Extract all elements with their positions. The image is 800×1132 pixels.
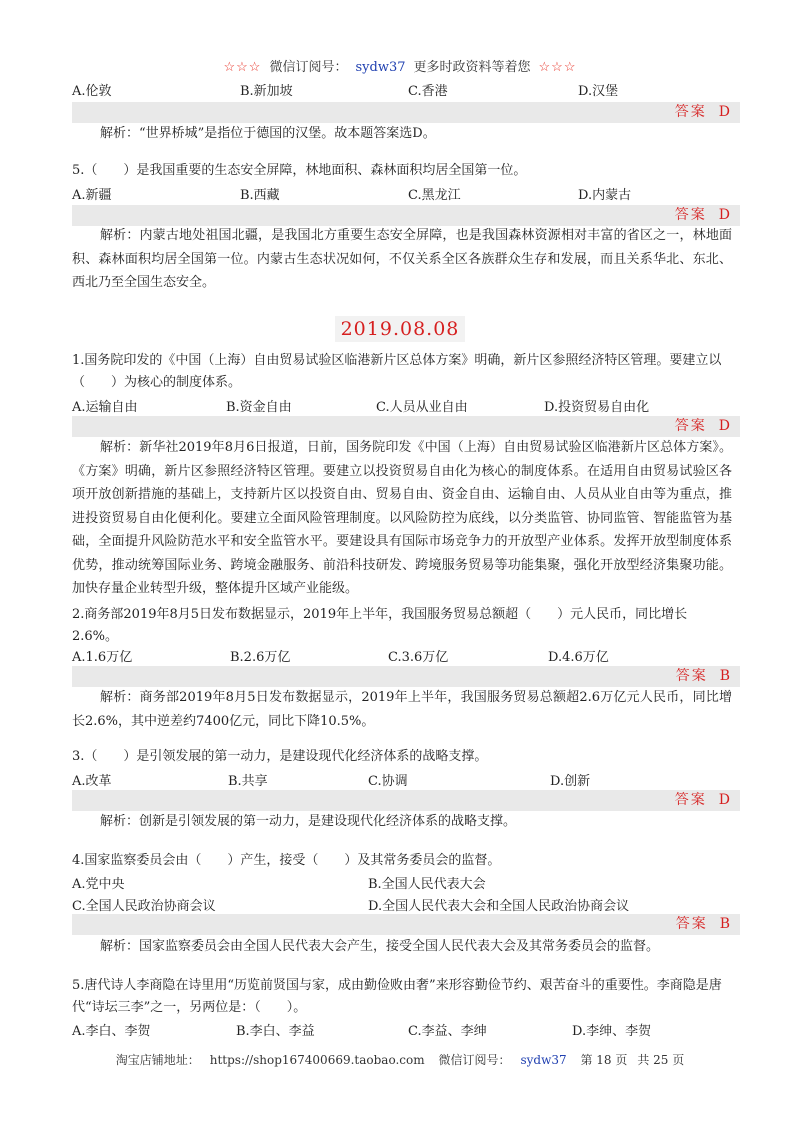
answer-label: 答案 — [674, 104, 707, 120]
option-d: D.4.6万亿 — [548, 650, 609, 665]
option-b: B.2.6万亿 — [230, 650, 291, 665]
option-c: C.李益、李绅 — [408, 1024, 487, 1039]
analysis-text: 解析：“世界桥城”是指位于德国的汉堡。故本题答案选D。 — [100, 126, 436, 141]
question-text: 1.国务院印发的《中国（上海）自由贸易试验区临港新片区总体方案》明确，新片区参照经济特区管理。要建立以（ ）为核心的制度体系。 — [72, 353, 722, 390]
option-a: A.改革 — [72, 774, 112, 789]
option-c: C.香港 — [408, 84, 448, 99]
header-stars-left: ☆☆☆ — [223, 60, 262, 75]
option-a: A.新疆 — [72, 188, 112, 203]
q2-options — [72, 646, 732, 666]
option-a: A.李白、李贺 — [72, 1024, 151, 1039]
option-c: C.3.6万亿 — [388, 650, 449, 665]
question-text: 2.商务部2019年8月5日发布数据显示，2019年上半年，我国服务贸易总额超（ ）元人民币，同比增长2.6%。 — [72, 607, 688, 644]
answer-letter: D — [718, 207, 730, 223]
option-d: D.全国人民代表大会和全国人民政治协商会议 — [368, 899, 630, 914]
answer-letter: D — [718, 792, 730, 808]
option-d: D.投资贸易自由化 — [544, 400, 650, 415]
answer-bar — [72, 205, 740, 226]
page-header — [0, 56, 800, 75]
option-a: A.党中央 — [72, 877, 125, 892]
analysis-text: 解析：国家监察委员会由全国人民代表大会产生，接受全国人民代表大会及其常务委员会的监督。 — [100, 939, 660, 954]
question-text: 5.唐代诗人李商隐在诗里用“历览前贤国与家，成由勤俭败由奢”来形容勤俭节约、艰苦奋斗的重要性。李商隐是唐代“诗坛三李”之一，另两位是：（ ）。 — [72, 978, 722, 1015]
answer-bar — [72, 416, 740, 437]
option-b: B.西藏 — [240, 188, 280, 203]
answer-label: 答案 — [675, 916, 708, 932]
block2-options — [72, 184, 732, 204]
footer-wechat-label: 微信订阅号： — [438, 1053, 511, 1067]
option-d: D.汉堡 — [578, 84, 619, 99]
answer-bar — [72, 666, 740, 687]
option-a: A.运输自由 — [72, 400, 138, 415]
answer-letter: B — [719, 916, 730, 932]
q1-options — [72, 396, 732, 416]
option-b: B.新加坡 — [240, 84, 293, 99]
analysis-text: 解析：新华社2019年8月6日报道，日前，国务院印发《中国（上海）自由贸易试验区临港新片区总体方案》。《方案》明确，新片区参照经济特区管理。要建立以投资贸易自由化为核心的制度体系。在适用自由贸易试验区各项开放创新措施的基础上，支持新片区以投资自由、贸易自由、资金自由、运输自由、人员从业自由等为重点，推进投资贸易自由化便利化。要建立全面风险管理制度。以风险防控为底线，以分类监管、协同监管、智能监管为基础，全面提升风险防范水平和安全监管水平。要建设具有国际市场竞争力的开放型产业体系。发挥开放型制度体系优势，推动统筹国际业务、跨境金融服务、前沿科技研发、跨境服务贸易等功能集聚，强化开放型经济集聚功能。加快存量企业转型升级，整体提升区域产业能级。 — [72, 440, 732, 596]
answer-letter: D — [718, 418, 730, 434]
option-c: C.协调 — [368, 774, 408, 789]
option-d: D.内蒙古 — [578, 188, 632, 203]
question-text: 4.国家监察委员会由（ ）产生，接受（ ）及其常务委员会的监督。 — [72, 853, 501, 868]
answer-bar — [72, 102, 740, 123]
question-text: 3.（ ）是引领发展的第一动力，是建设现代化经济体系的战略支撑。 — [72, 749, 488, 764]
answer-letter: D — [718, 104, 730, 120]
header-slogan: 更多时政资料等着您 — [413, 60, 531, 75]
answer-label: 答案 — [674, 792, 707, 808]
analysis-text: 解析：内蒙古地处祖国北疆，是我国北方重要生态安全屏障，也是我国森林资源相对丰富的省区之一，林地面积、森林面积均居全国第一位。内蒙古生态状况如何，不仅关系全区各族群众生存和发展，而且关系华北、东北、西北乃至全国生态安全。 — [72, 228, 732, 290]
answer-label: 答案 — [675, 668, 708, 684]
analysis-text: 解析：商务部2019年8月5日发布数据显示，2019年上半年，我国服务贸易总额超2.6万亿元人民币，同比增长2.6%，其中逆差约7400亿元，同比下降10.5%。 — [72, 690, 732, 729]
analysis-text: 解析：创新是引领发展的第一动力，是建设现代化经济体系的战略支撑。 — [100, 814, 517, 829]
option-c: C.人员从业自由 — [376, 400, 468, 415]
option-b: B.共享 — [228, 774, 268, 789]
q5-options — [72, 1020, 732, 1040]
answer-bar — [72, 790, 740, 811]
header-label: 微信订阅号： — [269, 60, 348, 75]
date-heading — [0, 318, 800, 340]
footer-wechat-account: sydw37 — [520, 1053, 567, 1067]
header-account: sydw37 — [355, 60, 406, 75]
option-b: B.全国人民代表大会 — [368, 877, 486, 892]
option-d: D.李绅、李贺 — [572, 1024, 652, 1039]
footer-total-pages: 共 25 页 — [637, 1053, 685, 1067]
page-footer — [0, 1051, 800, 1068]
option-c: C.全国人民政治协商会议 — [72, 899, 216, 914]
answer-label: 答案 — [674, 207, 707, 223]
date-title: 2019.08.08 — [335, 316, 466, 342]
option-a: A.1.6万亿 — [72, 650, 133, 665]
question-text: 5.（ ）是我国重要的生态安全屏障，林地面积、森林面积均居全国第一位。 — [72, 163, 527, 178]
answer-label: 答案 — [674, 418, 707, 434]
answer-letter: B — [719, 668, 730, 684]
option-a: A.伦敦 — [72, 84, 112, 99]
q4-options — [72, 873, 732, 917]
q3-options — [72, 770, 732, 790]
footer-shop-url[interactable]: https://shop167400669.taobao.com — [209, 1053, 425, 1067]
option-c: C.黑龙江 — [408, 188, 461, 203]
footer-page-number: 第 18 页 — [580, 1053, 628, 1067]
answer-bar — [72, 914, 740, 935]
option-d: D.创新 — [550, 774, 591, 789]
option-b: B.资金自由 — [226, 400, 292, 415]
header-stars-right: ☆☆☆ — [538, 60, 577, 75]
block1-options — [72, 80, 732, 100]
footer-shop-label: 淘宝店铺地址： — [115, 1053, 200, 1067]
option-b: B.李白、李益 — [236, 1024, 315, 1039]
